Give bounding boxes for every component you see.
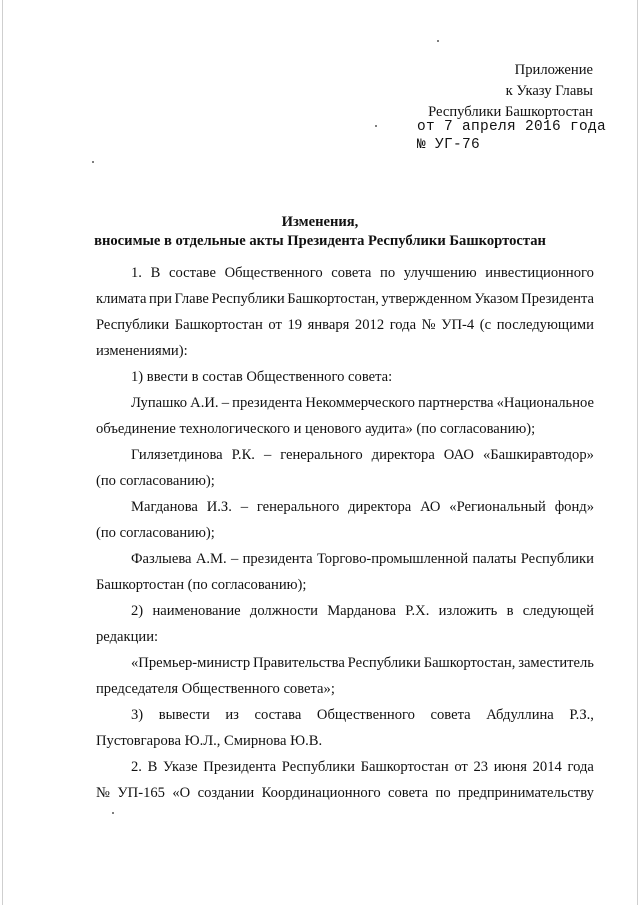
body-word: вывести — [158, 707, 210, 723]
body-word: президента — [232, 395, 303, 411]
body-word: 3) — [131, 707, 144, 723]
body-word: Республики — [211, 291, 285, 307]
body-word: должности — [249, 603, 318, 619]
body-line — [131, 705, 594, 725]
body-word: совета — [430, 707, 471, 723]
annex-decree-ref: к Указу Главы — [505, 83, 593, 99]
body-word: климата — [96, 291, 147, 307]
body-word: УП-4 — [441, 317, 475, 333]
body-word: Магданова — [131, 499, 198, 515]
body-line — [131, 601, 594, 621]
body-word: от — [268, 317, 282, 333]
body-word: Абдуллина — [486, 707, 554, 723]
body-word: июня — [493, 759, 527, 775]
body-word: Президента — [203, 759, 277, 775]
body-word: № — [421, 317, 436, 333]
annex-republic: Республики Башкортостан — [428, 104, 593, 120]
body-word: директора — [348, 499, 412, 515]
body-word: Марданова — [327, 603, 396, 619]
document-subtitle: вносимые в отдельные акты Президента Республики Башкортостан — [94, 233, 546, 249]
body-word: Башкортостан, — [423, 655, 516, 671]
body-word: АО — [420, 499, 441, 515]
body-line: объединение технологического и ценового аудита» (по согласованию); — [96, 421, 536, 437]
body-word: «Премьер-министр — [131, 655, 251, 671]
body-word: заместитель — [518, 655, 594, 671]
body-line: Башкортостан (по согласованию); — [96, 577, 307, 593]
body-word: Р.З., — [569, 707, 594, 723]
body-word: января — [307, 317, 350, 333]
body-word: Некоммерческого — [305, 395, 415, 411]
body-line — [131, 445, 594, 465]
body-word: Лупашко — [131, 395, 188, 411]
body-word: изложить — [438, 603, 498, 619]
annex-label: Приложение — [514, 62, 593, 78]
body-word: президента — [242, 551, 313, 567]
body-word: состава — [254, 707, 302, 723]
body-word: инвестиционного — [485, 265, 594, 281]
body-word: УП-165 — [117, 785, 165, 801]
body-word: Торгово-промышленной — [316, 551, 469, 567]
annex-number: № УГ-76 — [417, 137, 481, 153]
body-word: Общественного — [316, 707, 415, 723]
body-word: последующими — [496, 317, 594, 333]
body-word: Указом — [474, 291, 519, 307]
body-line: (по согласованию); — [96, 525, 215, 541]
body-word: Общественного — [224, 265, 323, 281]
body-word: – — [263, 447, 272, 463]
body-line: редакции: — [96, 629, 159, 645]
body-word: фонд» — [554, 499, 594, 515]
body-word: Башкортостан — [174, 317, 263, 333]
body-word: «Башкиравтодор» — [482, 447, 594, 463]
body-line — [96, 289, 594, 309]
body-word: А.И. — [190, 395, 219, 411]
body-line — [96, 315, 594, 335]
body-word: составе — [169, 265, 216, 281]
body-word: И.З. — [206, 499, 232, 515]
annex-date: от 7 апреля 2016 года — [417, 119, 607, 135]
body-word: «Региональный — [449, 499, 546, 515]
body-word: палаты — [472, 551, 517, 567]
body-line — [131, 549, 594, 569]
body-word: года — [567, 759, 594, 775]
body-word: Башкортостан — [360, 759, 449, 775]
body-word: А.М. — [195, 551, 227, 567]
body-word: 19 — [287, 317, 303, 333]
body-line: изменениями): — [96, 343, 188, 359]
body-word: ОАО — [443, 447, 474, 463]
body-word: директора — [371, 447, 435, 463]
body-word: 2014 — [532, 759, 562, 775]
body-line — [131, 653, 594, 673]
body-word: от — [454, 759, 468, 775]
body-word: Главе — [174, 291, 209, 307]
body-word: – — [240, 499, 249, 515]
body-word: 23 — [473, 759, 489, 775]
scan-speck — [375, 125, 377, 127]
body-word: В — [150, 265, 161, 281]
body-word: «Национальное — [496, 395, 594, 411]
body-word: при — [149, 291, 172, 307]
body-word: партнерства — [418, 395, 494, 411]
body-word: Республики — [520, 551, 594, 567]
body-word: Башкортостан, — [287, 291, 379, 307]
body-word: по — [435, 785, 451, 801]
body-word: Указе — [163, 759, 198, 775]
body-line — [131, 393, 594, 413]
body-word: генерального — [280, 447, 363, 463]
scan-edge-right — [637, 0, 638, 905]
body-line — [131, 757, 594, 777]
body-word: улучшению — [403, 265, 477, 281]
body-word: генерального — [256, 499, 340, 515]
body-word: по — [380, 265, 396, 281]
body-line — [131, 497, 594, 517]
body-line: (по согласованию); — [96, 473, 215, 489]
scan-speck — [437, 40, 439, 42]
body-word: утвержденном — [381, 291, 472, 307]
document-title: Изменения, — [281, 214, 359, 230]
body-word: (с — [479, 317, 492, 333]
body-word: в — [506, 603, 514, 619]
body-word: следующей — [522, 603, 594, 619]
body-word: создании — [197, 785, 255, 801]
body-word: совета — [388, 785, 429, 801]
body-word: Р.Х. — [405, 603, 430, 619]
body-word: Гилязетдинова — [131, 447, 223, 463]
body-word: 1. — [131, 265, 142, 281]
body-line — [96, 783, 594, 803]
body-line — [131, 263, 594, 283]
body-word: совета — [331, 265, 372, 281]
body-word: № — [96, 785, 110, 801]
body-line: председателя Общественного совета»; — [96, 681, 335, 697]
body-word: – — [221, 395, 230, 411]
body-line: Пустовгарова Ю.Л., Смирнова Ю.В. — [96, 733, 323, 749]
body-word: Республики — [96, 317, 170, 333]
body-line: 1) ввести в состав Общественного совета: — [131, 369, 393, 385]
body-word: наименование — [152, 603, 241, 619]
body-word: В — [147, 759, 158, 775]
scan-speck — [112, 812, 114, 814]
body-word: Республики — [281, 759, 355, 775]
body-word: 2) — [131, 603, 144, 619]
body-word: Правительства — [252, 655, 345, 671]
body-word: «О — [172, 785, 191, 801]
body-word: – — [230, 551, 239, 567]
body-word: Координационного — [261, 785, 381, 801]
body-word: из — [225, 707, 239, 723]
body-word: Р.К. — [231, 447, 255, 463]
scan-edge-left — [2, 0, 3, 905]
scan-speck — [92, 161, 94, 163]
body-word: предпринимательству — [458, 785, 594, 801]
body-word: 2. — [131, 759, 142, 775]
body-word: Президента — [521, 291, 594, 307]
body-word: 2012 — [354, 317, 385, 333]
body-word: Республики — [347, 655, 421, 671]
body-word: Фазлыева — [131, 551, 192, 567]
body-word: года — [389, 317, 417, 333]
